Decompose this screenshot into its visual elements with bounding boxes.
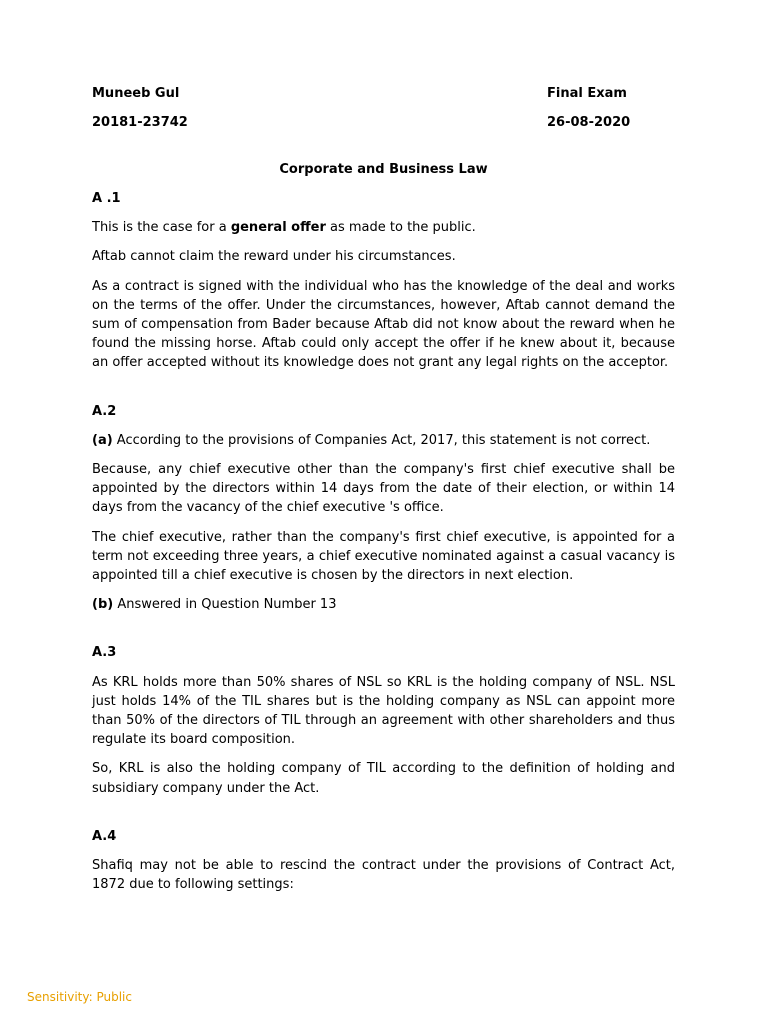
a4-paragraph-1: Shafiq may not be able to rescind the contract under the provisions of Contract Act, 1872 due to following settings: bbox=[92, 858, 675, 893]
a1-p1-pre: This is the case for a bbox=[92, 220, 231, 236]
a3-paragraph-2: So, KRL is also the holding company of TIL according to the definition of holding and subsidiary company under the Act. bbox=[92, 761, 675, 796]
question-label-a3: A.3 bbox=[92, 645, 117, 661]
exam-title: Final Exam bbox=[547, 86, 627, 101]
student-name: Muneeb Gul bbox=[92, 86, 180, 101]
a2-a-tag: (a) bbox=[92, 432, 113, 448]
sensitivity-label: Sensitivity: Public bbox=[27, 990, 132, 1004]
a2-paragraph-2: Because, any chief executive other than the company's first chief executive shall be appointed by the directors within 14 days from the date of their election, or within 14 days from the vacancy of the chief executive 's office. bbox=[92, 462, 675, 516]
a2-paragraph-b bbox=[92, 595, 675, 614]
a2-paragraph-a bbox=[92, 431, 675, 450]
a1-p1-post: as made to the public. bbox=[325, 220, 476, 236]
a1-p1-bold: general offer bbox=[230, 220, 326, 236]
exam-date: 26-08-2020 bbox=[547, 115, 631, 130]
a2-a-text: According to the provisions of Companies Act, 2017, this statement is not correct. bbox=[112, 432, 651, 448]
header-row-2 bbox=[92, 113, 675, 132]
a2-paragraph-3: The chief executive, rather than the company's first chief executive, is appointed for a term not exceeding three years, a chief executive nominated against a casual vacancy is appointed till a chief executive is chosen by the directors in next election. bbox=[92, 529, 675, 584]
header-row-1 bbox=[92, 84, 675, 103]
a1-paragraph-2: Aftab cannot claim the reward under his circumstances. bbox=[92, 249, 456, 265]
document-page bbox=[92, 84, 675, 894]
a1-paragraph-3: As a contract is signed with the individual who has the knowledge of the deal and works on the terms of the offer. Under the circumstances, however, Aftab cannot demand the sum of compensation from Bader because Aftab did not know about the reward when he found the missing horse. Aftab could only accept the offer if he knew about it, because an offer accepted without its knowledge does not grant any legal rights on the acceptor. bbox=[92, 278, 675, 371]
question-label-a4: A.4 bbox=[92, 828, 117, 844]
a2-b-text: Answered in Question Number 13 bbox=[113, 597, 337, 613]
a2-b-tag: (b) bbox=[92, 597, 114, 613]
a3-paragraph-1: As KRL holds more than 50% shares of NSL so KRL is the holding company of NSL. NSL just holds 14% of the TIL shares but is the holding company as NSL can appoint more than 50% of the directors of TIL through an agreement with other shareholders and thus regulate its board composition. bbox=[92, 674, 675, 748]
question-label-a1: A .1 bbox=[92, 191, 121, 206]
a1-paragraph-1 bbox=[92, 218, 675, 237]
question-label-a2: A.2 bbox=[92, 403, 117, 419]
document-title: Corporate and Business Law bbox=[279, 162, 488, 177]
student-id: 20181-23742 bbox=[92, 115, 188, 130]
